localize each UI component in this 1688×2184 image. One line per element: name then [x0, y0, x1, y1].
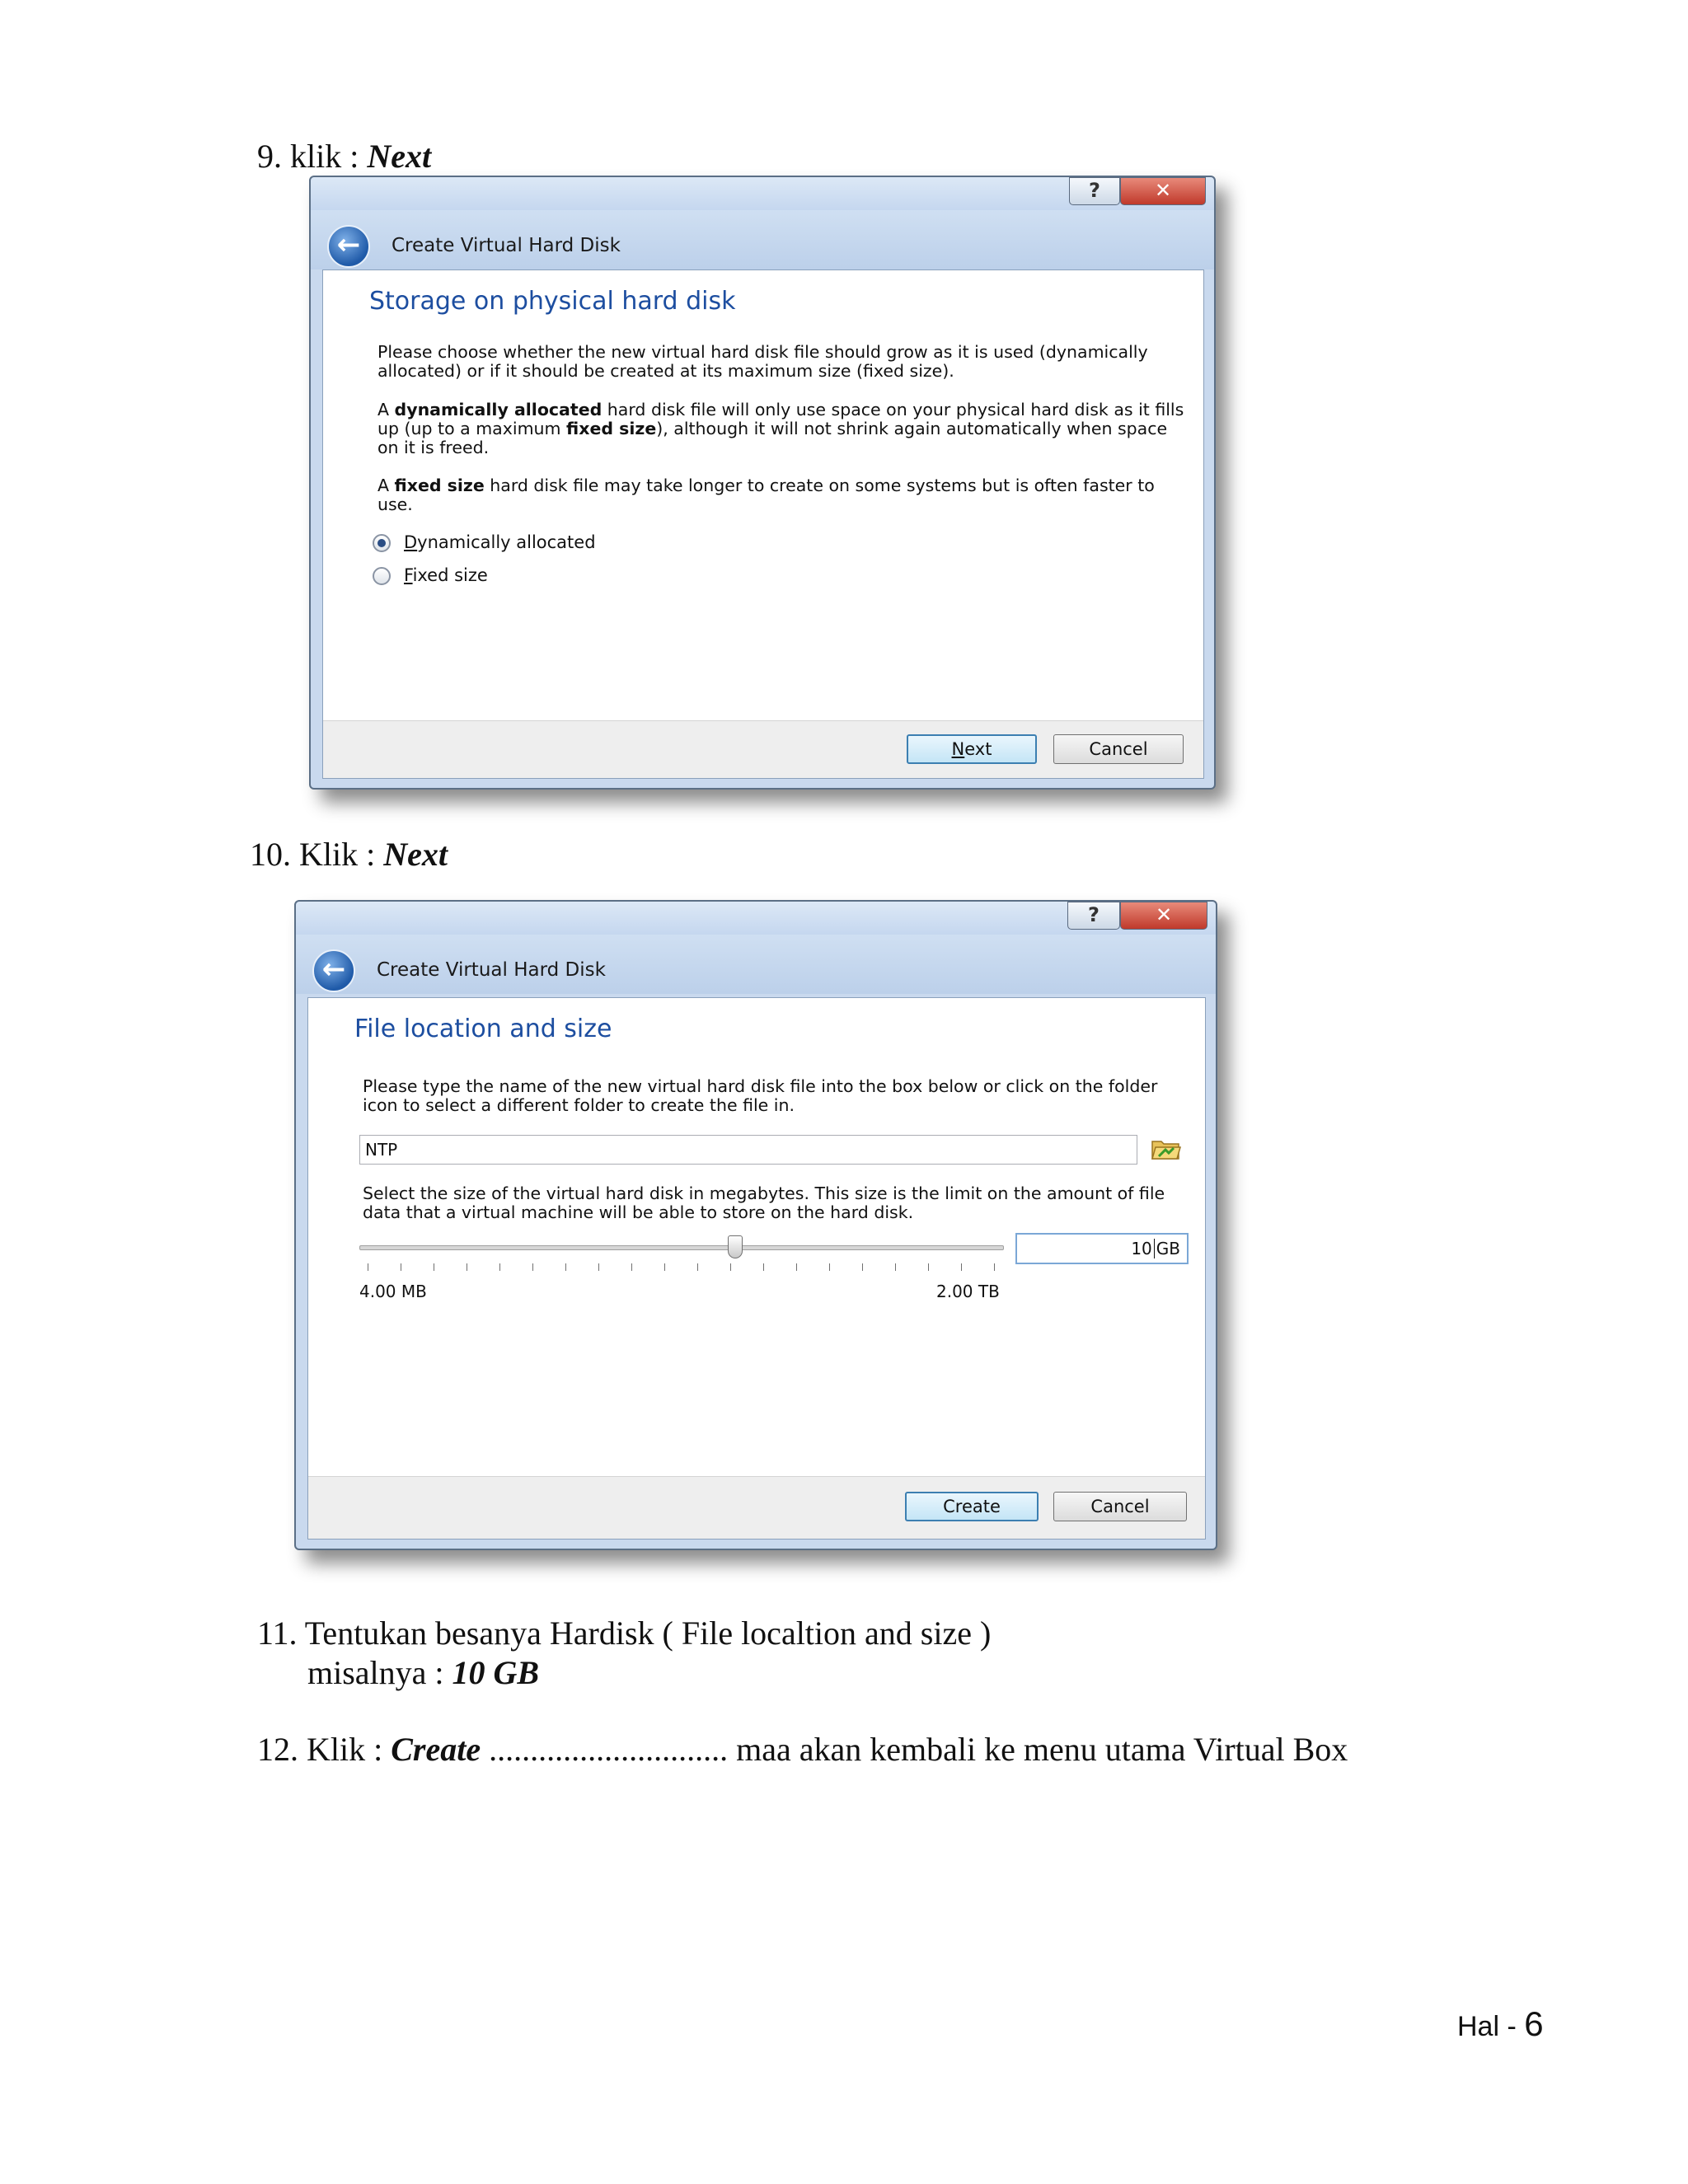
slider-min-label: 4.00 MB: [359, 1282, 427, 1301]
description-paragraph-2: A dynamically allocated hard disk file will only use space on your physical hard disk as it fills up (up to a maximum fixed size), although it will not shrink again automatically when space on it is freed.: [377, 400, 1184, 457]
step-12-instruction: [257, 1730, 1348, 1769]
step-9-instruction: [257, 137, 431, 176]
back-arrow-icon[interactable]: ←: [327, 225, 370, 268]
slider-tick: [763, 1263, 764, 1271]
slider-tick: [598, 1263, 599, 1271]
slider-tick: [895, 1263, 896, 1271]
step-10-emphasis: Next: [383, 836, 448, 873]
wizard-header: [296, 935, 1216, 994]
cancel-button[interactable]: Cancel: [1053, 1492, 1187, 1521]
description-paragraph-3: A fixed size hard disk file may take longer to create on some systems but is often faster to use.: [377, 476, 1155, 514]
wizard-header: [311, 210, 1214, 269]
slider-tick: [697, 1263, 698, 1271]
slider-tick: [829, 1263, 830, 1271]
button-bar: [308, 1476, 1205, 1539]
slider-ticks: [359, 1263, 1002, 1272]
slider-tick: [730, 1263, 731, 1271]
close-button[interactable]: ✕: [1120, 902, 1207, 930]
page-heading: Storage on physical hard disk: [369, 287, 736, 316]
slider-tick: [499, 1263, 500, 1271]
close-button[interactable]: ✕: [1120, 177, 1206, 205]
size-slider-thumb[interactable]: [728, 1235, 743, 1258]
file-name-input[interactable]: NTP: [359, 1135, 1137, 1165]
step-11-example-prefix: misalnya :: [307, 1654, 452, 1691]
step-12-emphasis: Create: [391, 1731, 481, 1768]
folder-icon[interactable]: [1151, 1137, 1182, 1161]
radio-fixed-size[interactable]: [373, 567, 391, 585]
size-unit: GB: [1154, 1239, 1180, 1258]
step-10-prefix: 10. Klik :: [250, 836, 384, 873]
help-button[interactable]: ?: [1067, 902, 1120, 930]
slider-tick: [532, 1263, 533, 1271]
step-10-instruction: [250, 835, 448, 874]
dialog-file-location: [294, 900, 1217, 1550]
page-heading: File location and size: [354, 1015, 612, 1043]
step-12-suffix: ............................. maa akan kembali ke menu utama Virtual Box: [481, 1731, 1348, 1768]
wizard-page: [307, 997, 1206, 1540]
wizard-page: [322, 269, 1204, 779]
step-9-emphasis: Next: [367, 138, 432, 175]
slider-tick: [928, 1263, 929, 1271]
cancel-button[interactable]: Cancel: [1053, 734, 1184, 764]
help-button[interactable]: ?: [1069, 177, 1120, 205]
size-slider-track[interactable]: [359, 1245, 1004, 1250]
button-bar: [323, 720, 1203, 778]
slider-tick: [664, 1263, 665, 1271]
slider-tick: [565, 1263, 566, 1271]
page-number-value: 6: [1524, 2004, 1544, 2043]
size-input[interactable]: [1015, 1233, 1189, 1264]
page-number: [1457, 2004, 1544, 2044]
step-11-example-value: 10 GB: [452, 1654, 540, 1691]
slider-tick: [796, 1263, 797, 1271]
dialog-storage: [309, 176, 1216, 790]
file-description: Please type the name of the new virtual hard disk file into the box below or click on the folder icon to select a different folder to create the file in.: [363, 1076, 1158, 1115]
step-12-prefix: 12. Klik :: [257, 1731, 392, 1768]
radio-fixed-size-label[interactable]: Fixed size: [404, 565, 488, 585]
wizard-title: Create Virtual Hard Disk: [377, 959, 606, 981]
next-button[interactable]: Next: [907, 734, 1037, 764]
wizard-title: Create Virtual Hard Disk: [392, 235, 621, 256]
step-9-prefix: 9. klik :: [257, 138, 368, 175]
size-value: 10: [1131, 1239, 1152, 1258]
description-paragraph-1: Please choose whether the new virtual hard disk file should grow as it is used (dynamically allocated) or if it should be created at its maximum size (fixed size).: [377, 342, 1148, 381]
slider-tick: [631, 1263, 632, 1271]
size-description: Select the size of the virtual hard disk in megabytes. This size is the limit on the amount of file data that a virtual machine will be able to store on the hard disk.: [363, 1183, 1165, 1222]
back-arrow-icon[interactable]: ←: [312, 949, 355, 992]
step-11-instruction: 11. Tentukan besanya Hardisk ( File localtion and size ): [257, 1615, 992, 1652]
slider-max-label: 2.00 TB: [936, 1282, 1000, 1301]
step-11-example: [307, 1653, 539, 1692]
slider-tick: [994, 1263, 995, 1271]
radio-dynamically-allocated[interactable]: [373, 534, 391, 552]
radio-dynamically-allocated-label[interactable]: Dynamically allocated: [404, 532, 596, 552]
slider-tick: [961, 1263, 962, 1271]
page-number-prefix: Hal -: [1457, 2011, 1525, 2042]
create-button[interactable]: Create: [905, 1492, 1039, 1521]
slider-tick: [862, 1263, 863, 1271]
